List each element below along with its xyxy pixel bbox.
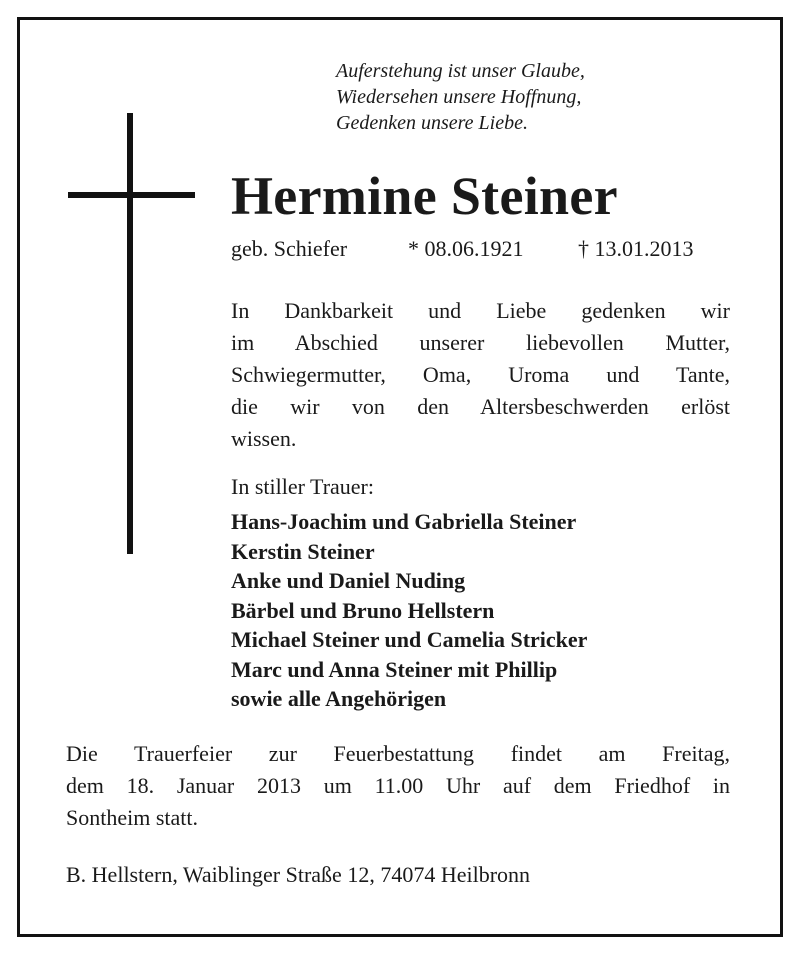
grief-label: In stiller Trauer: (231, 474, 374, 499)
intro-line: In Dankbarkeit und Liebe gedenken wir (231, 298, 730, 323)
maiden-name: geb. Schiefer (231, 236, 348, 261)
contact-address: B. Hellstern, Waiblinger Straße 12, 74074 Heilbronn (66, 862, 531, 887)
intro-line: im Abschied unserer liebevollen Mutter, (231, 330, 730, 355)
death-date: † 13.01.2013 (578, 236, 694, 261)
birth-date: * 08.06.1921 (408, 236, 524, 261)
mourner-item: Hans-Joachim und Gabriella Steiner (231, 509, 577, 534)
mourner-item: Marc und Anna Steiner mit Phillip (231, 656, 558, 682)
cross-icon-bar (68, 192, 195, 198)
intro-line: die wir von den Altersbeschwerden erlöst (231, 394, 730, 419)
motto-line: Wiedersehen unsere Hoffnung, (336, 86, 582, 108)
mourners-list (231, 507, 587, 714)
mourner-item: Kerstin Steiner (231, 538, 375, 564)
service-line: Die Trauerfeier zur Feuerbestattung findet am Freitag, (66, 741, 730, 766)
mourner-item: Michael Steiner und Camelia Stricker (231, 627, 588, 652)
intro-text (231, 295, 730, 455)
service-line: Sontheim statt. (66, 805, 198, 830)
cross-icon (127, 113, 133, 554)
intro-line: Schwiegermutter, Oma, Uroma und Tante, (231, 362, 730, 387)
mourner-item: sowie alle Angehörigen (231, 686, 447, 711)
motto-line: Gedenken unsere Liebe. (336, 112, 528, 134)
intro-line: wissen. (231, 426, 297, 451)
deceased-name: Hermine Steiner (231, 166, 618, 226)
mourner-item: Anke und Daniel Nuding (231, 568, 466, 593)
service-line: dem 18. Januar 2013 um 11.00 Uhr auf dem Friedhof in (66, 773, 730, 798)
motto (336, 58, 585, 136)
mourner-item: Bärbel und Bruno Hellstern (231, 597, 495, 623)
service-info (66, 738, 730, 834)
motto-line: Auferstehung ist unser Glaube, (336, 60, 585, 82)
